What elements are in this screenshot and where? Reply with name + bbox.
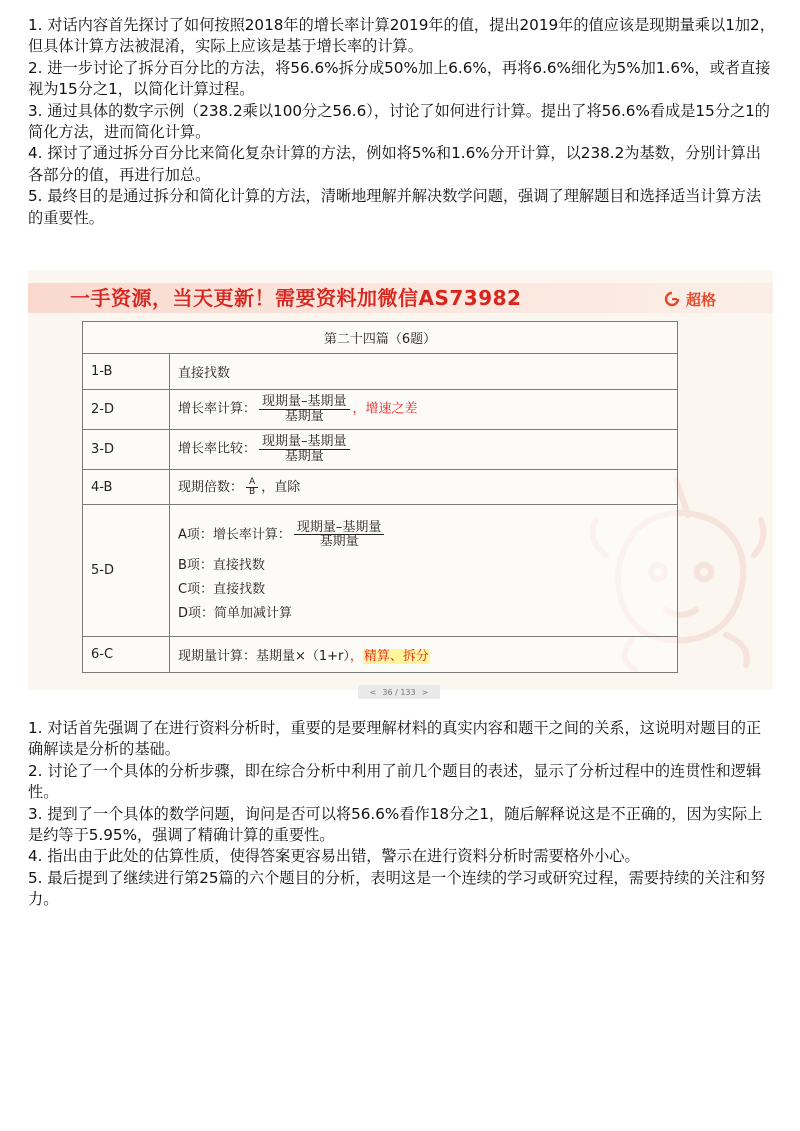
table-row (83, 390, 678, 430)
summary-notes-top (28, 15, 776, 229)
formula-fraction (294, 521, 385, 549)
banner-text: 一手资源，当天更新！需要资料加微信AS73982 (70, 286, 522, 310)
slide-screenshot (28, 270, 773, 690)
chevron-left-icon[interactable]: < (369, 687, 377, 697)
answer-table (82, 321, 678, 673)
answer-explanation (170, 505, 678, 637)
answer-explanation (170, 390, 678, 430)
formula-separator: ， (349, 649, 363, 665)
formula-label: A项：增长率计算： (178, 527, 291, 543)
option-d: D项：简单加减计算 (178, 605, 293, 621)
formula-fraction (259, 435, 350, 463)
note-item: 1. 对话首先强调了在进行资料分析时，重要的是要理解材料的真实内容和题干之间的关系，这说明对题目的正确解读是分析的基础。 (28, 719, 762, 759)
answer-explanation (170, 429, 678, 469)
brand-logo (664, 286, 716, 312)
formula-fraction (246, 478, 258, 498)
fraction-denominator: B (249, 487, 256, 498)
table-row (83, 469, 678, 505)
answer-number: 4-B (83, 469, 170, 505)
fraction-numerator: 现期量–基期量 (259, 435, 350, 450)
fraction-numerator: 现期量–基期量 (294, 521, 385, 536)
table-row (83, 354, 678, 390)
note-item: 3. 提到了一个具体的数学问题，询问是否可以将56.6%看作18分之1，随后解释说这是不正确的，因为实际上是约等于5.95%，强调了精确计算的重要性。 (28, 804, 763, 845)
note-item: 4. 探讨了通过拆分百分比来简化复杂计算的方法，例如将5%和1.6%分开计算，以238.2为基数，分别计算出各部分的值，再进行加总。 (28, 144, 761, 184)
note-item: 2. 讨论了一个具体的分析步骤，即在综合分析中利用了前几个题目的表述，显示了分析过程中的连贯性和逻辑性。 (28, 761, 762, 802)
table-title: 第二十四篇（6题） (83, 322, 678, 354)
note-item: 3. 通过具体的数字示例（238.2乘以100分之56.6），讨论了如何进行计算。提出了将56.6%看成是15分之1的简化方法，进而简化计算。 (28, 101, 770, 142)
fraction-numerator: 现期量–基期量 (259, 395, 350, 410)
table-row (83, 429, 678, 469)
red-note: ，增速之差 (352, 401, 418, 417)
option-b: B项：直接找数 (178, 557, 265, 573)
answer-explanation: 直接找数 (170, 354, 678, 390)
table-row (83, 505, 678, 637)
option-c: C项：直接找数 (178, 581, 266, 597)
formula-label: 现期量计算：基期量×（1+r） (178, 649, 350, 665)
answer-number: 1-B (83, 354, 170, 390)
answer-number: 5-D (83, 505, 170, 637)
summary-notes-bottom (28, 718, 776, 911)
answer-number: 3-D (83, 429, 170, 469)
formula-label: 增长率比较： (178, 441, 257, 457)
answer-number: 6-C (83, 637, 170, 673)
answer-explanation (170, 637, 678, 673)
option-a (178, 521, 669, 549)
highlighted-note: 精算、拆分 (363, 649, 429, 665)
formula-note: ，直除 (261, 480, 301, 496)
note-item: 4. 指出由于此处的估算性质，使得答案更容易出错，警示在进行资料分析时需要格外小心。 (28, 847, 640, 866)
note-item: 1. 对话内容首先探讨了如何按照2018年的增长率计算2019年的值，提出2019年的值应该是现期量乘以1加2，但具体计算方法被混淆，实际上应该是基于增长率的计算。 (28, 16, 775, 56)
answer-number: 2-D (83, 390, 170, 430)
table-row (83, 637, 678, 673)
page-number: 36 / 133 (382, 687, 416, 697)
answer-explanation (170, 469, 678, 505)
note-item: 5. 最后提到了继续进行第25篇的六个题目的分析，表明这是一个连续的学习或研究过程，需要持续的关注和努力。 (28, 868, 766, 909)
formula-fraction (259, 395, 350, 423)
chevron-right-icon[interactable]: > (421, 687, 429, 697)
page-indicator (358, 685, 440, 699)
fraction-denominator: 基期量 (284, 408, 324, 424)
fraction-numerator: A (246, 478, 258, 488)
fraction-denominator: 基期量 (284, 448, 324, 464)
formula-label: 现期倍数： (178, 480, 244, 496)
fraction-denominator: 基期量 (319, 534, 359, 550)
formula-label: 增长率计算： (178, 401, 257, 417)
brand-logo-icon (664, 291, 680, 307)
note-item: 2. 进一步讨论了拆分百分比的方法，将56.6%拆分成50%加上6.6%，再将6.6%细化为5%加1.6%，或者直接视为15分之1，以简化计算过程。 (28, 58, 771, 99)
note-item: 5. 最终目的是通过拆分和简化计算的方法，清晰地理解并解决数学问题，强调了理解题目和选择适当计算方法的重要性。 (28, 187, 762, 227)
brand-name: 超格 (686, 290, 717, 309)
